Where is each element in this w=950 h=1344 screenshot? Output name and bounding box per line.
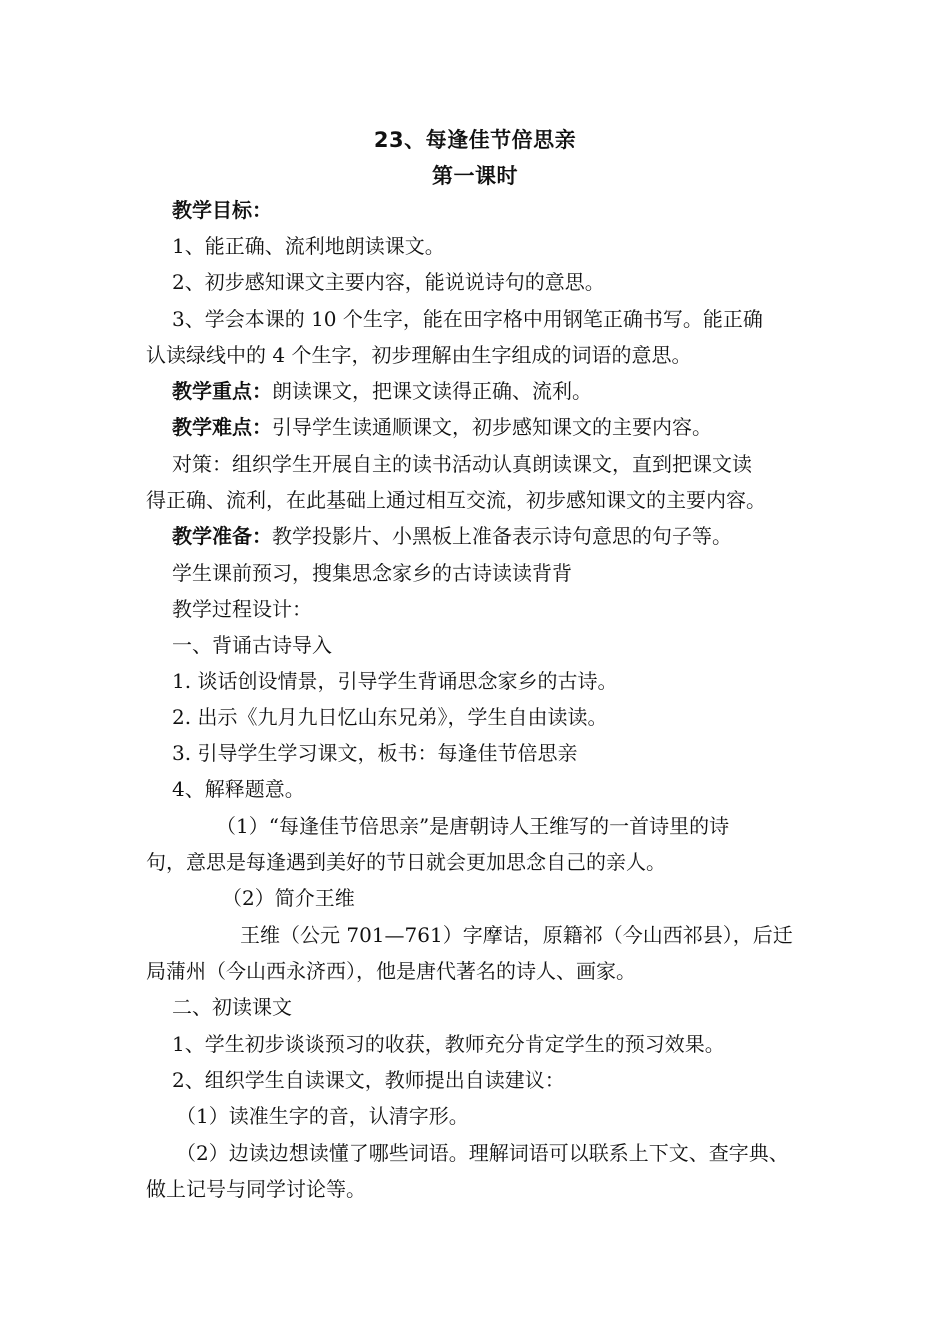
preparation-paragraph (172, 522, 732, 550)
section-1-item-1: 1. 谈话创设情景，引导学生背诵思念家乡的古诗。 (172, 669, 618, 693)
difficulty-paragraph (172, 413, 712, 441)
difficulty-label: 教学难点： (172, 415, 272, 439)
title-meaning-line-1: （1）“每逢佳节倍思亲”是唐朝诗人王维写的一首诗里的诗 (216, 814, 730, 838)
preparation-text: 教学投影片、小黑板上准备表示诗句意思的句子等。 (272, 524, 732, 548)
preparation-line-2: 学生课前预习，搜集思念家乡的古诗读读背背 (172, 561, 572, 585)
document-title: 23、每逢佳节倍思亲 (373, 128, 577, 152)
section-1-heading: 一、背诵古诗导入 (172, 633, 332, 657)
strategy-line-2: 得正确、流利，在此基础上通过相互交流，初步感知课文的主要内容。 (146, 488, 766, 512)
wangwei-bio-line-2: 局蒲州（今山西永济西），他是唐代著名的诗人、画家。 (146, 959, 636, 983)
process-heading: 教学过程设计： (172, 597, 312, 621)
key-point-label: 教学重点： (172, 379, 272, 403)
goals-heading: 教学目标： (172, 198, 272, 222)
goal-item-1: 1、能正确、流利地朗读课文。 (172, 234, 445, 258)
section-1-item-2: 2. 出示《九月九日忆山东兄弟》，学生自由读读。 (172, 705, 608, 729)
section-2-item-1: 1、学生初步谈谈预习的收获，教师充分肯定学生的预习效果。 (172, 1032, 725, 1056)
strategy-line-1: 对策：组织学生开展自主的读书活动认真朗读课文，直到把课文读 (172, 452, 752, 476)
section-2-sub-2-line-1: （2）边读边想读懂了哪些词语。理解词语可以联系上下文、查字典、 (176, 1141, 789, 1165)
section-2-item-2: 2、组织学生自读课文，教师提出自读建议： (172, 1068, 565, 1092)
goal-item-3-line-2: 认读绿线中的 4 个生字，初步理解由生字组成的词语的意思。 (146, 343, 692, 367)
section-2-sub-2-line-2: 做上记号与同学讨论等。 (146, 1177, 366, 1201)
document-subtitle: 第一课时 (432, 164, 518, 188)
wangwei-bio-line-1: 王维（公元 701—761）字摩诘，原籍祁（今山西祁县），后迁 (240, 923, 793, 947)
section-2-sub-1: （1）读准生字的音，认清字形。 (176, 1104, 469, 1128)
goal-item-3-line-1: 3、学会本课的 10 个生字，能在田字格中用钢笔正确书写。能正确 (172, 307, 763, 331)
section-1-item-3: 3. 引导学生学习课文，板书：每逢佳节倍思亲 (172, 741, 578, 765)
preparation-label: 教学准备： (172, 524, 272, 548)
section-1-item-4: 4、解释题意。 (172, 777, 305, 801)
goal-item-2: 2、初步感知课文主要内容，能说说诗句的意思。 (172, 270, 605, 294)
key-point-text: 朗读课文，把课文读得正确、流利。 (272, 379, 592, 403)
title-meaning-line-2: 句，意思是每逢遇到美好的节日就会更加思念自己的亲人。 (146, 850, 666, 874)
key-point-paragraph (172, 377, 592, 405)
wangwei-intro-heading: （2）简介王维 (222, 886, 355, 910)
difficulty-text: 引导学生读通顺课文，初步感知课文的主要内容。 (272, 415, 712, 439)
section-2-heading: 二、初读课文 (172, 995, 292, 1019)
